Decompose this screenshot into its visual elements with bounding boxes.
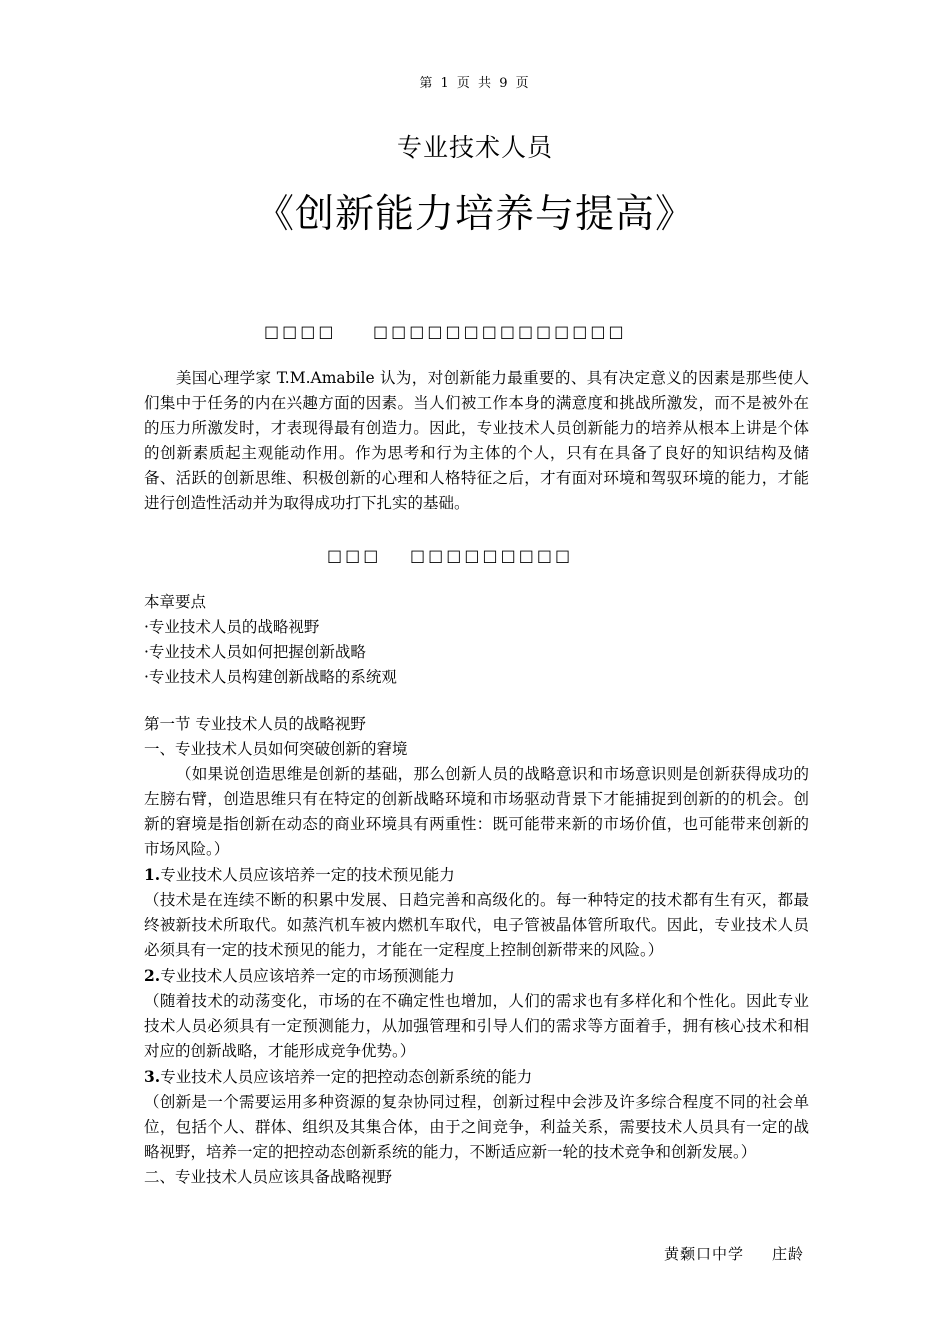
key-point-item: ·专业技术人员构建创新战略的系统观 (144, 668, 397, 686)
subsection-paragraph: （如果说创造思维是创新的基础，那么创新人员的战略意识和市场意识则是创新获得成功的左膀右臂，创造思维只有在特定的创新战略环境和市场驱动背景下才能捕捉到创新的的机会。创新的窘境是指创新在动态的商业环境具有两重性：既可能带来新的市场价值，也可能带来创新的市场风险。） (144, 765, 809, 858)
document-subtitle: 专业技术人员 (396, 133, 553, 162)
intro-heading-left: □□□□ (264, 322, 337, 341)
page-footer (664, 1243, 804, 1264)
key-point-item: ·专业技术人员如何把握创新战略 (144, 643, 366, 661)
item-heading (144, 963, 809, 989)
item-title: 专业技术人员应该培养一定的市场预测能力 (160, 967, 455, 985)
footer-author: 庄龄 (772, 1245, 805, 1263)
key-point-item: ·专业技术人员的战略视野 (144, 618, 320, 636)
item-paragraph: （技术是在连续不断的积累中发展、日趋完善和高级化的。每一种特定的技术都有生有灭，都最终被新技术所取代。如蒸汽机车被内燃机车取代，电子管被晶体管所取代。因此，专业技术人员必须具有一定的技术预见的能力，才能在一定程度上控制创新带来的风险。） (144, 891, 809, 959)
item-number: 2. (144, 966, 161, 985)
item-paragraph: （随着技术的动荡变化，市场的在不确定性也增加，人们的需求也有多样化和个性化。因此专业技术人员必须具有一定预测能力，从加强管理和引导人们的需求等方面着手，拥有核心技术和相对应的创新战略，才能形成竞争优势。） (144, 992, 809, 1060)
chapter-heading-left: □□□ (327, 546, 382, 565)
key-points-title: 本章要点 (144, 593, 207, 611)
subsection-heading: 一、专业技术人员如何突破创新的窘境 (144, 740, 408, 758)
item-title: 专业技术人员应该培养一定的把控动态创新系统的能力 (160, 1068, 533, 1086)
intro-heading-right: □□□□□□□□□□□□□□ (373, 322, 627, 341)
intro-section (144, 366, 809, 516)
footer-school: 黄颡口中学 (664, 1245, 745, 1263)
item-number: 1. (144, 865, 161, 884)
key-points (144, 590, 809, 690)
item-title: 专业技术人员应该培养一定的技术预见能力 (160, 866, 455, 884)
item-heading (144, 862, 809, 888)
item-heading (144, 1064, 809, 1090)
intro-paragraph: 美国心理学家 T.M.Amabile 认为，对创新能力最重要的、具有决定意义的因素是那些使人们集中于任务的内在兴趣方面的因素。当人们被工作本身的满意度和挑战所激发，而不是被外在的压力所激发时，才表现得最有创造力。因此，专业技术人员创新能力的培养从根本上讲是个体的创新素质起主观能动作用。作为思考和行为主体的个人，只有在具备了良好的知识结构及储备、活跃的创新思维、积极创新的心理和人格特征之后，才有面对环境和驾驭环境的能力，才能进行创造性活动并为取得成功打下扎实的基础。 (144, 369, 809, 512)
page-number: 第 1 页 共 9 页 (419, 76, 531, 91)
item-paragraph: （创新是一个需要运用多种资源的复杂协同过程，创新过程中会涉及许多综合程度不同的社会单位，包括个人、群体、组织及其集合体，由于之间竞争，利益关系，需要技术人员具有一定的战略视野，培养一定的把控动态创新系统的能力，不断适应新一轮的技术竞争和创新发展。） (144, 1093, 809, 1161)
subsection-heading: 二、专业技术人员应该具备战略视野 (144, 1168, 393, 1186)
chapter-heading-right: □□□□□□□□□ (410, 546, 574, 565)
document-title: 《创新能力培养与提高》 (254, 192, 695, 237)
section-body (144, 712, 809, 1190)
section-title: 第一节 专业技术人员的战略视野 (144, 715, 366, 733)
item-number: 3. (144, 1067, 161, 1086)
